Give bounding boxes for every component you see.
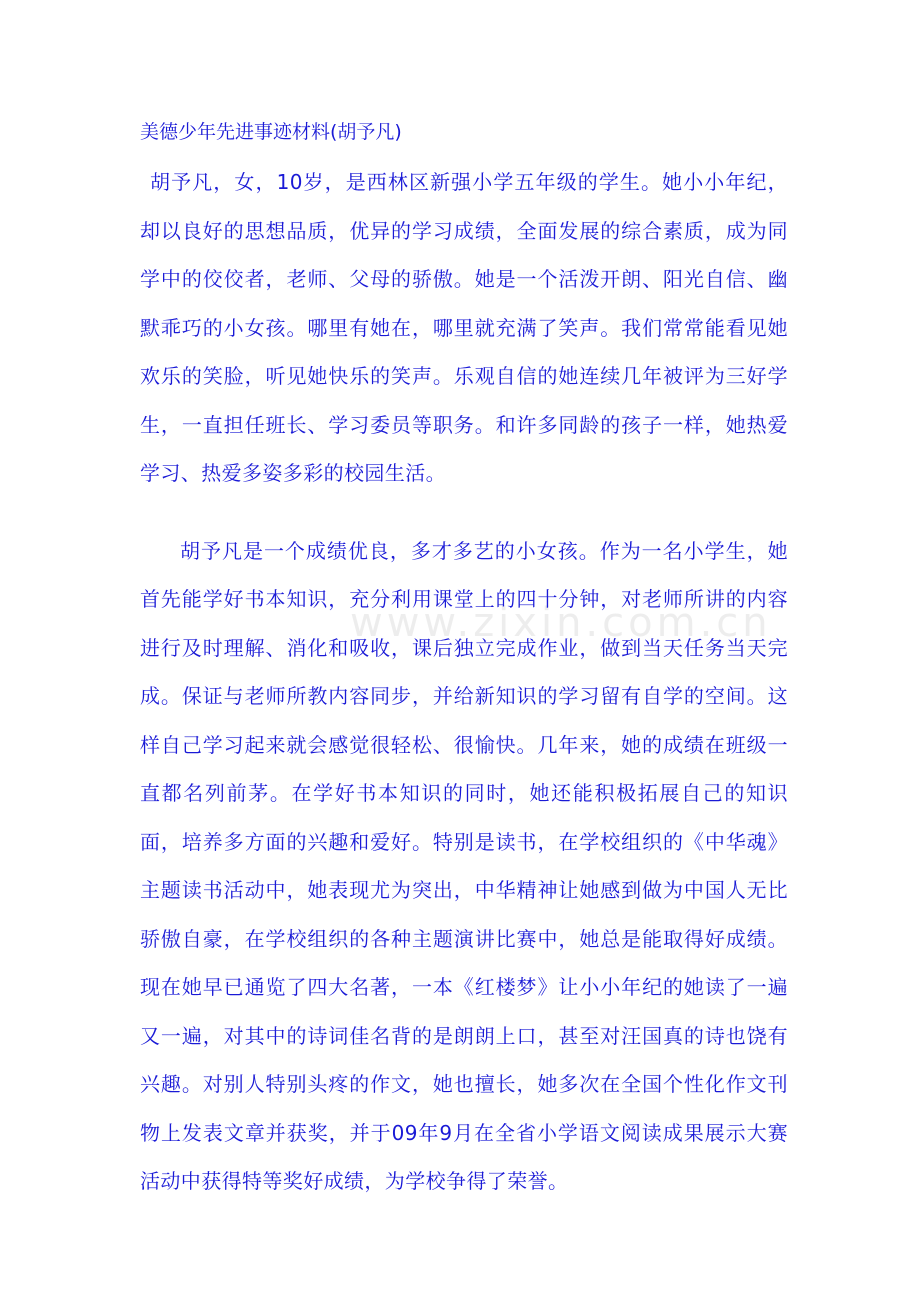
document-title: 美德少年先进事迹材料(胡予凡) xyxy=(140,121,402,143)
document-body xyxy=(140,118,788,1206)
paragraph-intro: 胡予凡，女，10岁，是西林区新强小学五年级的学生。她小小年纪，却以良好的思想品质，优异的学习成绩，全面发展的综合素质，成为同学中的佼佼者，老师、父母的骄傲。她是一个活泼开朗、阳光自信、幽默乖巧的小女孩。哪里有她在，哪里就充满了笑声。我们常常能看见她欢乐的笑脸，听见她快乐的笑声。乐观自信的她连续几年被评为三好学生，一直担任班长、学习委员等职务。和许多同龄的孩子一样，她热爱学习、热爱多姿多彩的校园生活。 xyxy=(140,170,788,485)
paragraph-achievements: 胡予凡是一个成绩优良，多才多艺的小女孩。作为一名小学生，她首先能学好书本知识，充分利用课堂上的四十分钟，对老师所讲的内容进行及时理解、消化和吸收，课后独立完成作业，做到当天任务当天完成。保证与老师所教内容同步，并给新知识的学习留有自学的空间。这样自己学习起来就会感觉很轻松、很愉快。几年来，她的成绩在班级一直都名列前茅。在学好书本知识的同时，她还能积极拓展自己的知识面，培养多方面的兴趣和爱好。特别是读书，在学校组织的《中华魂》主题读书活动中，她表现尤为突出，中华精神让她感到做为中国人无比骄傲自豪，在学校组织的各种主题演讲比赛中，她总是能取得好成绩。现在她早已通览了四大名著，一本《红楼梦》让小小年纪的她读了一遍又一遍，对其中的诗词佳名背的是朗朗上口，甚至对汪国真的诗也饶有兴趣。对别人特别头疼的作文，她也擅长，她多次在全国个性化作文刊物上发表文章并获奖，并于09年9月在全省小学语文阅读成果展示大赛活动中获得特等奖好成绩，为学校争得了荣誉。 xyxy=(140,538,788,1193)
watermark: www.zixin.com.cn xyxy=(350,600,772,646)
